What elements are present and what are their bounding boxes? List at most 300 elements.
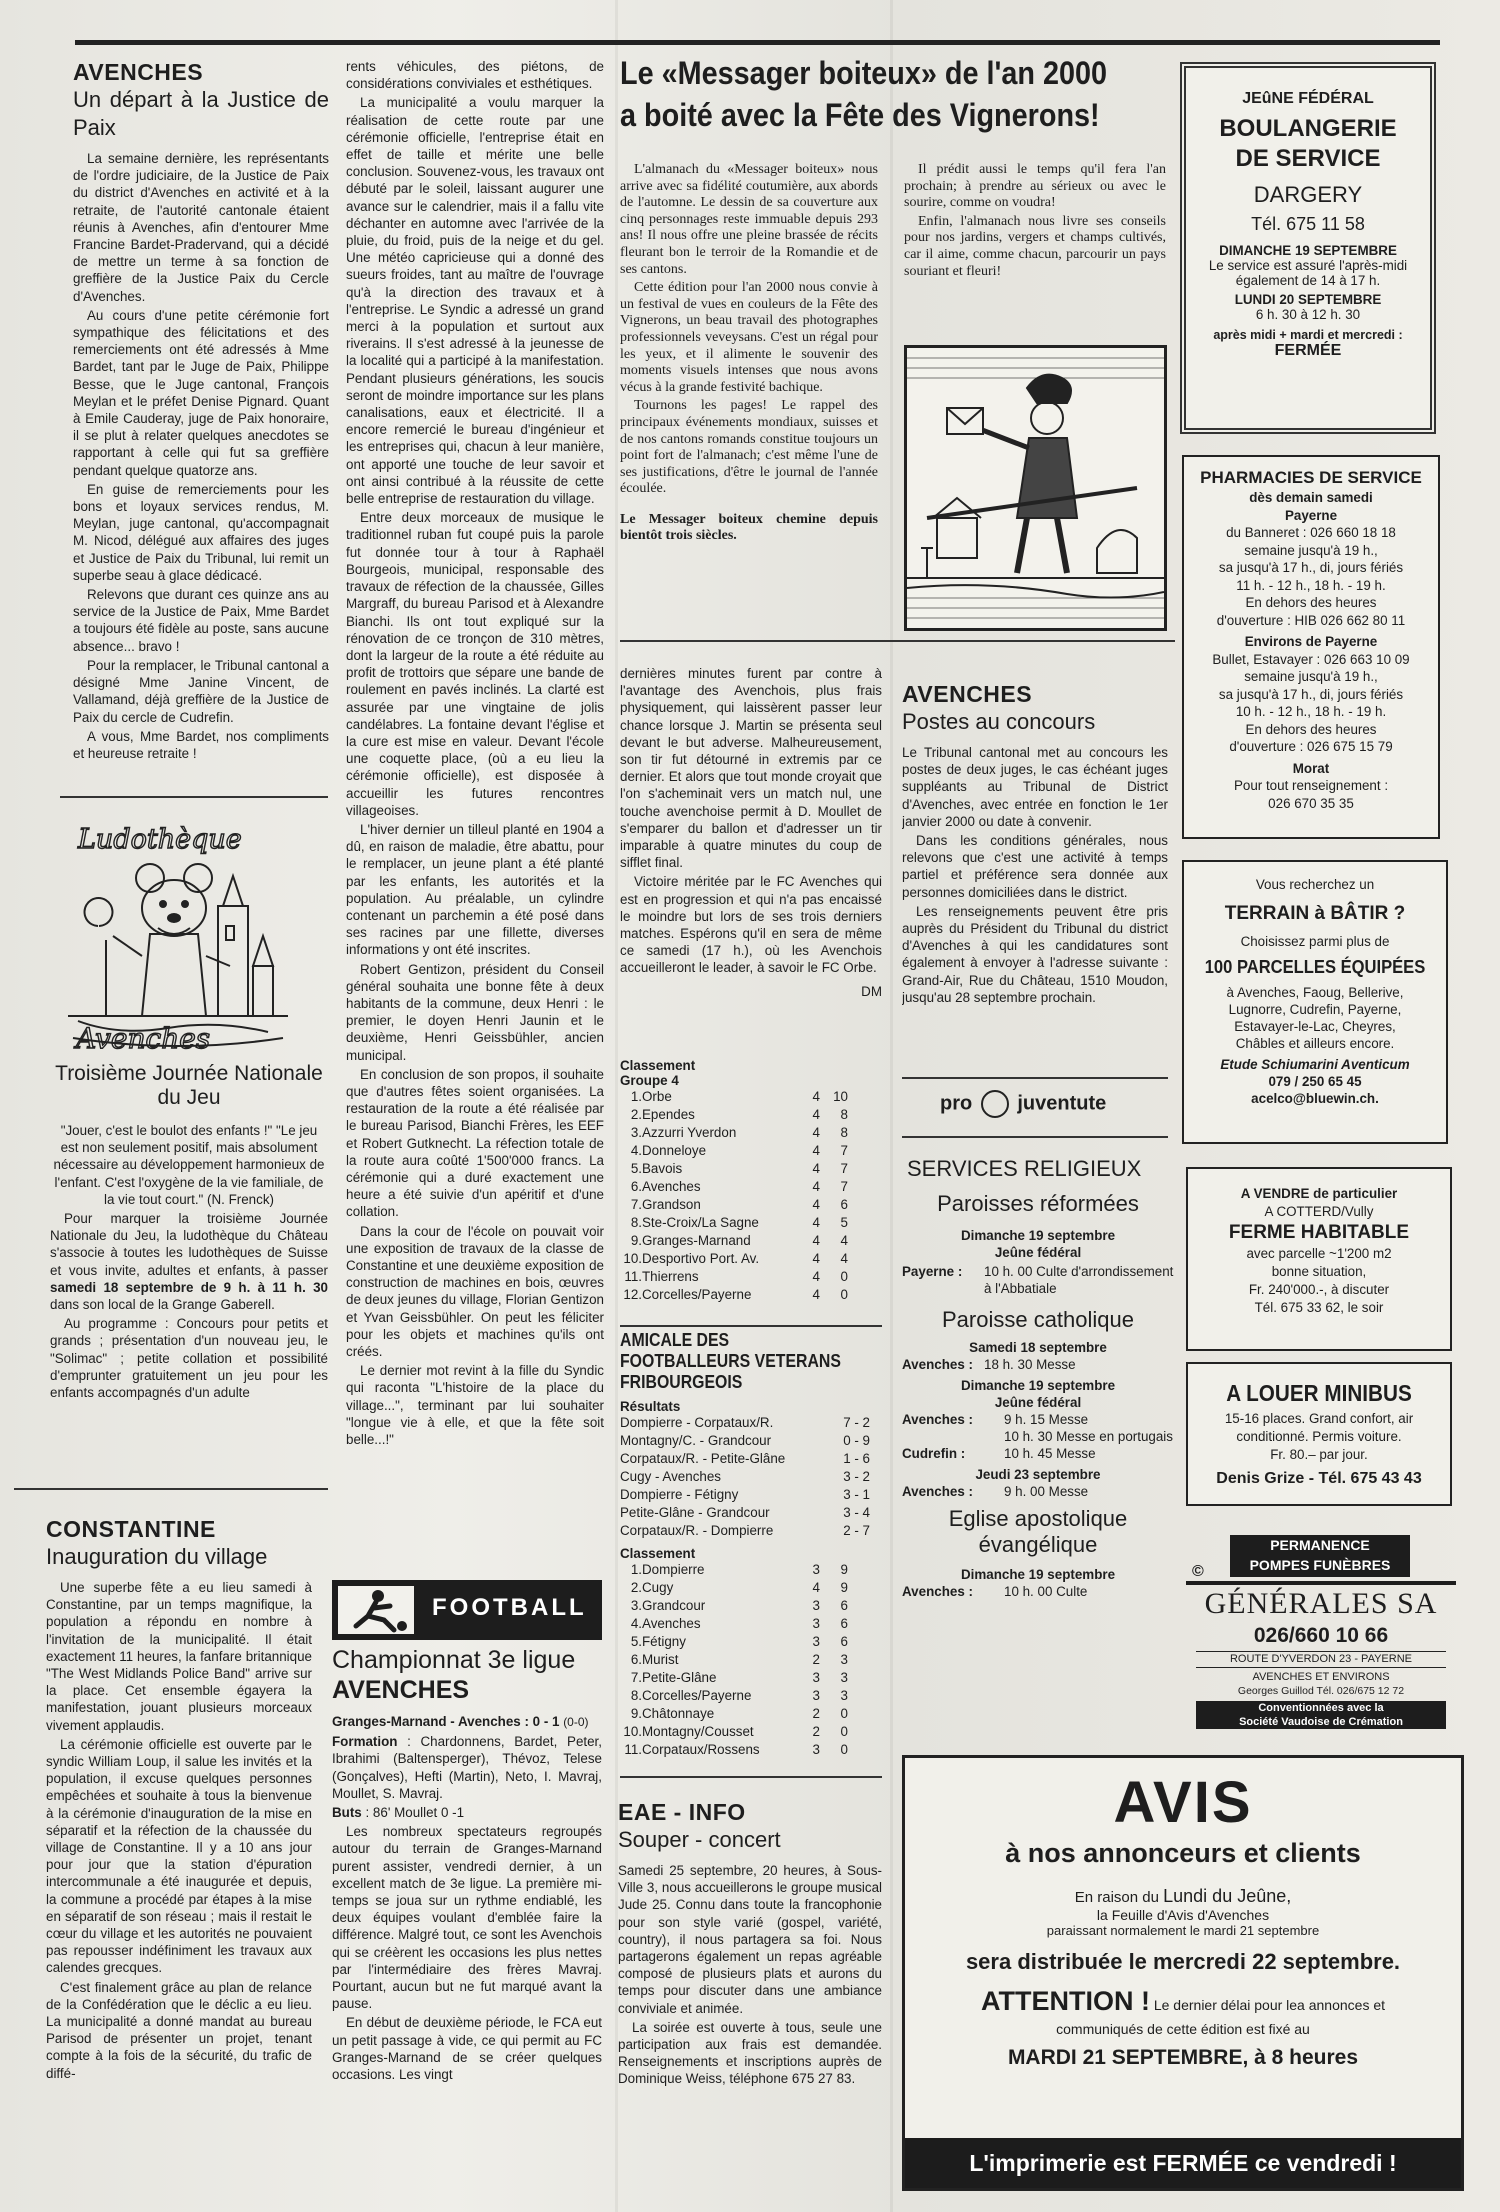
ad-line: Bullet, Estavayer : 026 663 10 09 [1212, 651, 1410, 667]
article-title: Souper - concert [618, 1827, 781, 1852]
table-cell: 8. [630, 1215, 642, 1230]
paragraph: Relevons que durant ces quinze ans au service de la Justice de Paix, Mme Bardet a toujours été fidèle au poste, sans aucune absence... bravo ! [73, 587, 329, 654]
table-row [620, 1232, 848, 1250]
service-location: Payerne : [902, 1264, 963, 1279]
table-cell: Bavois [642, 1161, 683, 1176]
table-cell: 3. [630, 1125, 642, 1140]
result-score: 1 - 6 [843, 1451, 870, 1466]
section-heading: AVENCHES [902, 681, 1033, 707]
article-title: Inauguration du village [46, 1544, 268, 1569]
table-cell: 4. [630, 1616, 642, 1631]
table-cell: 2 [812, 1706, 820, 1721]
section-heading: CONSTANTINE [46, 1516, 216, 1542]
service-location: Avenches : [902, 1584, 973, 1599]
result-match: Dompierre - Fétigny [620, 1487, 739, 1502]
table-cell: 4 [812, 1251, 820, 1266]
avis-text: En raison du [1074, 1889, 1164, 1906]
table-row [620, 1669, 848, 1687]
table-row [620, 1178, 848, 1196]
table-cell: 1. [630, 1089, 642, 1104]
table-cell: Donneloye [642, 1143, 707, 1158]
table-cell: Petite-Glâne [642, 1670, 717, 1685]
table-row [620, 1468, 870, 1486]
veterans-section [620, 1330, 882, 1770]
result-score: 2 - 7 [843, 1523, 870, 1538]
standings-table [620, 1088, 848, 1304]
table-cell: 8 [840, 1107, 848, 1122]
ad-line: bonne situation, [1271, 1264, 1367, 1279]
match-score: Granges-Marnand - Avenches : 0 - 1 [332, 1714, 560, 1729]
ad-line: En dehors des heures [1245, 595, 1377, 610]
avenches-justice-article [73, 58, 329, 796]
logo-text: pro [940, 1092, 973, 1115]
avis-line: sera distribuée le mercredi 22 septembre. [965, 1949, 1401, 1974]
divider [620, 1325, 882, 1327]
table-cell: Murist [642, 1652, 679, 1667]
service-location: Avenches : [902, 1484, 973, 1499]
table-cell: 8. [630, 1688, 642, 1703]
ad-line: 11 h. - 12 h., 18 h. - 19 h. [1236, 577, 1386, 593]
football-banner [332, 1580, 602, 1640]
paragraph: Pour la remplacer, le Tribunal cantonal a désigné Mme Janine Vincent, de Vallamand, déjà greffière de la Justice de Paix du cercle de Cudrefin. [73, 657, 329, 725]
image-caption: Le Messager boiteux chemine depuis bientôt trois siècles. [620, 511, 878, 544]
table-row [620, 1486, 870, 1504]
messager-text-b [904, 162, 1166, 312]
table-row [620, 1615, 848, 1633]
ad-line: JEûNE FÉDÉRAL [1242, 90, 1374, 107]
service-location: Cudrefin : [902, 1446, 966, 1461]
table-cell: 7. [630, 1670, 642, 1685]
ad-line: 6 h. 30 à 12 h. 30 [1255, 307, 1361, 322]
result-match: Dompierre - Corpataux/R. [620, 1415, 774, 1430]
ad-title: TERRAIN à BÂTIR ? [1224, 903, 1406, 924]
table-cell: Dompierre [642, 1562, 705, 1577]
table-cell: 4 [812, 1179, 820, 1194]
ludo-quote: "Jouer, c'est le boulot des enfants !" "Le jeu est non seulement positif, mais absolument nécessaire au développement harmonieux de l'enfant. C'est l'oxygène de la vie familiale, de la vie tout court." (N. Frenck) [53, 1123, 325, 1207]
ad-line: Environs de Payerne [1244, 634, 1378, 649]
service-location: Avenches : [902, 1357, 973, 1372]
avis-line [905, 1986, 1461, 2017]
results-title: Résultats [620, 1399, 681, 1414]
text-span: Pour marquer la troisième Journée Nationale du Jeu, la ludothèque du Château s'associe à toutes les ludothèques de Suisse et vous invite, adultes et enfants, à passer [50, 1211, 328, 1278]
divider [14, 1488, 328, 1490]
table-cell: 6 [840, 1598, 848, 1613]
table-row [620, 1723, 848, 1741]
paragraph: La cérémonie officielle est ouverte par le syndic William Loup, il salue les invités et la population, il excuse quelques personnes empêchées et souhaite à tous la bienvenue à la cérémonie d'inauguration de la mise en séparatif et la réfection de la chaussée du village de Constantine. Il y a 10 ans jour pour jour que la station d'épuration intercommunale a été inaugurée et depuis, la commune a procédé par étapes à la mise en séparatif de son réseau ; mais il restait le cœur du village et les autorités ne pouvaient pas repousser indéfiniment les travaux aux calendes grecques. [46, 1736, 312, 1976]
paragraph: La soirée est ouverte à tous, seule une participation aux frais est demandée. Renseignements et inscriptions auprès de Dominique Weiss, téléphone 675 27 83. [618, 2019, 882, 2087]
table-row [620, 1214, 848, 1232]
ad-line: Payerne [1284, 507, 1338, 523]
table-cell: 0 [840, 1724, 848, 1739]
ad-line [1188, 1185, 1450, 1203]
ad-line: PERMANENCE [1270, 1537, 1370, 1553]
ad-line: Société Vaudoise de Crémation [1239, 1716, 1403, 1728]
table-cell: 2 [812, 1724, 820, 1739]
group-title: Groupe 4 [620, 1073, 679, 1088]
ad-line: sa jusqu'à 17 h., di, jours fériés [1218, 560, 1404, 575]
boulangerie-ad [1180, 62, 1436, 434]
minibus-ad [1186, 1362, 1452, 1506]
result-match: Cugy - Avenches [620, 1469, 721, 1484]
service-day: Dimanche 19 septembre [960, 1378, 1116, 1393]
football-icon [338, 1586, 414, 1634]
table-cell: Corcelles/Payerne [642, 1688, 752, 1703]
table-cell: 4 [812, 1107, 820, 1122]
evangelical-title: Eglise apostolique évangélique [948, 1506, 1128, 1557]
ad-line: d'ouverture : HIB 026 662 80 11 [1216, 612, 1406, 628]
table-cell: 4 [812, 1233, 820, 1248]
ad-line: Fr. 240'000.-, à discuter [1248, 1282, 1390, 1297]
paragraph: En conclusion de son propos, il souhaite que d'autres fêtes soient organisées. La restauration de la route a été réalisée par le bureau Parisod, Bianchi Frères, les EEF et Robert Gutknecht. La réfection totale de la route aura coûté 1'500'000 francs. La cérémonie qui a duré exactement une heure a été suivie d'un apéritif et d'une collation. [346, 1066, 604, 1220]
ad-email: acelco@bluewin.ch. [1251, 1091, 1379, 1106]
ad-line: A COTTERD/Vully [1264, 1204, 1374, 1219]
messenger-figure-image [907, 348, 1164, 628]
paragraph: Il prédit aussi le temps qu'il fera l'an prochain; à prendre au sérieux ou avec le sourire, comme on voudra! [904, 162, 1166, 211]
groupe4-standings [620, 1058, 882, 1318]
ad-line: Pour tout renseignement : [1233, 778, 1389, 793]
messager-illustration [904, 345, 1167, 631]
table-cell: 5 [840, 1215, 848, 1230]
avis-line: la Feuille d'Avis d'Avenches [1096, 1907, 1270, 1923]
table-cell: 4 [812, 1125, 820, 1140]
paragraph: L'hiver dernier un tilleul planté en 1904 a dû, en raison de maladie, être abattu, pour le remplacer, un jeune plant a été planté par les enfants, les autorités et la population. Au préalable, un cylindre contenant un parchemin a été posé dans ses racines par une fillette, diverses informations y ont été inscrites. [346, 821, 604, 958]
avis-line: paraissant normalement le mardi 21 septembre [1046, 1923, 1320, 1938]
match-result [332, 1713, 602, 1731]
ad-banner [1196, 1701, 1446, 1729]
table-row [620, 1196, 848, 1214]
ad-banner [1230, 1535, 1410, 1577]
paragraph: Dans la cour de l'école on pouvait voir une exposition de travaux de la classe de Constantine et une deuxième exposition de construction de machines en bois, œuvres de deux jeunes du village, Florian Gentizon et Yvan Geissbühler. On peut les féliciter pour les objets et machines qu'ils ont créés. [346, 1223, 604, 1360]
table-row [620, 1160, 848, 1178]
table-cell: 4 [812, 1287, 820, 1302]
ad-phone: Tél. 675 11 58 [1251, 214, 1365, 234]
paragraph: Victoire méritée par le FC Avenches qui est en progression et qui n'a pas encaissé le moindre but lors de ses trois derniers matches. Espérons qu'il en sera de même ce samedi (17 h.), où les Avenchois accueilleront le leader, à savoir le FC Orbe. [620, 874, 882, 976]
ad-owner: DARGERY [1253, 182, 1363, 207]
results-table [620, 1414, 870, 1540]
table-cell: 2 [812, 1652, 820, 1667]
ad-line: FERMÉE [1274, 342, 1342, 359]
table-cell: Ste-Croix/La Sagne [642, 1215, 759, 1230]
ludotheque-logo [58, 816, 298, 1061]
services-heading: SERVICES RELIGIEUX [907, 1156, 1142, 1181]
page-fold [890, 0, 893, 2212]
pro-juventute-logo [940, 1090, 1140, 1124]
table-row [620, 1687, 848, 1705]
article-title: Postes au concours [902, 709, 1096, 734]
table-cell: 12. [623, 1287, 642, 1302]
table-cell: Avenches [642, 1179, 701, 1194]
ad-line: d'ouverture : 026 675 15 79 [1229, 739, 1393, 754]
paragraph: En guise de remerciements pour les bons et loyaux services rendus, M. Meylan, juge cantonal, qu'accompagnait M. Nicod, délégué aux affaires des juges et Justice de Paix du Tribunal, lui remit un superbe seau à glace dédicacé. [73, 481, 329, 583]
religious-services [902, 1155, 1174, 1725]
ad-line: semaine jusqu'à 19 h., [1244, 669, 1378, 684]
table-cell: 2. [630, 1107, 642, 1122]
ludo-logo-text-top: Ludothèque [78, 824, 242, 855]
table-cell: Corpataux/Rossens [642, 1742, 760, 1757]
paragraph: Les nombreux spectateurs regroupés autour du terrain de Granges-Marnand purent assister, vendredi dernier, à un excellent match de 3e ligue. La première mi-temps se joua sur un rythme endiablé, les deux équipes voulant d'emblée faire la différence. Malgré tout, ce sont les Avenchois qui se créèrent les occasions les plus nettes par l'intermédiaire des frères Mavraj. Pourtant, aucun but ne fut marqué avant la pause. [332, 1824, 602, 2012]
table-cell: 7 [840, 1143, 848, 1158]
table-cell: Fétigny [642, 1634, 686, 1649]
service-day: Jeûne fédéral [994, 1245, 1082, 1260]
table-cell: 4 [812, 1197, 820, 1212]
table-row [620, 1414, 870, 1432]
result-score: 0 - 9 [843, 1433, 870, 1448]
avis-banner: L'imprimerie est FERMÉE ce vendredi ! [905, 2138, 1461, 2188]
table-cell: 4 [812, 1143, 820, 1158]
table-row [620, 1597, 848, 1615]
table-cell: 4 [812, 1215, 820, 1230]
table-cell: Desportivo Port. Av. [642, 1251, 760, 1266]
table-cell: 6. [630, 1652, 642, 1667]
table-row [620, 1522, 870, 1540]
service-time: 18 h. 30 Messe [984, 1357, 1076, 1372]
football-article [332, 1645, 602, 2205]
table-row [620, 1250, 848, 1268]
table-cell: 10 [833, 1089, 848, 1104]
result-score: 3 - 4 [843, 1505, 870, 1520]
table-row [620, 1504, 870, 1522]
table-cell: Azzurri Yverdon [642, 1125, 737, 1140]
service-day: Jeûne fédéral [994, 1395, 1082, 1410]
ad-line: semaine jusqu'à 19 h., [1244, 542, 1378, 558]
logo-text: juventute [1017, 1092, 1107, 1115]
table-row [620, 1432, 870, 1450]
copyright-mark: © [1192, 1563, 1204, 1580]
table-cell: 2. [630, 1580, 642, 1595]
ad-line: En dehors des heures [1245, 721, 1377, 737]
ad-line: 026 670 35 35 [1268, 795, 1354, 811]
ad-line: 10 h. - 12 h., 18 h. - 19 h. [1235, 704, 1387, 719]
paragraph: rents véhicules, des piétons, de considérations conviviales et esthétiques. [346, 59, 604, 92]
ad-line: à Avenches, Faoug, Bellerive, Lugnorre, Cudrefin, Payerne, Estavayer-le-Lac, Cheyres, Châbles et ailleurs encore. [1226, 985, 1404, 1051]
postes-article [902, 680, 1168, 1080]
paragraph: Robert Gentizon, président du Conseil général souhaita une bonne fête à deux habitants de la commune, deux Henri : le premier, le doyen Henri Jaunin et le deuxième, Henri Geissbühler, ancien municipal. [346, 961, 604, 1063]
table-cell: Cugy [642, 1580, 674, 1595]
table-row [620, 1124, 848, 1142]
table-cell: 10. [623, 1251, 642, 1266]
table-cell: 3 [812, 1742, 820, 1757]
service-entry [902, 1483, 1174, 1500]
paragraph: Dans les conditions générales, nous relevons que c'est une activité à temps partiel et préférence sera donnée aux personnes domiciliées dans le district. [902, 833, 1168, 900]
paragraph: Cette édition pour l'an 2000 nous convie à un festival de vues en couleurs de la Fête des Vignerons, un beau travail des photographes professionnels veveysans. C'est un régal pour les yeux, et il alimente le souvenir des moments visuels intenses que nous avons vécus à la grande festivité bachique. [620, 280, 878, 395]
table-cell: 3. [630, 1598, 642, 1613]
table-cell: Thierrens [642, 1269, 699, 1284]
attention-label: ATTENTION ! [980, 1986, 1150, 2016]
table-cell: 10. [623, 1724, 642, 1739]
paragraph: Le dernier mot revint à la fille du Syndic qui raconta "L'histoire de la place du village...", terminant par lui souhaiter "longue vie à elle, et que la fête soit belle...!" [346, 1363, 604, 1448]
table-cell: 4 [840, 1233, 848, 1248]
service-day: Samedi 18 septembre [969, 1340, 1107, 1355]
avis-line: MARDI 21 SEPTEMBRE, à 8 heures [1007, 2046, 1359, 2069]
ad-line: Fr. 80.– par jour. [1270, 1447, 1368, 1462]
avis-text: Le dernier délai pour lea annonces et [1149, 1997, 1386, 2013]
paragraph: Les renseignements peuvent être pris auprès du Président du Tribunal du district d'Avenches à qui les candidatures sont également à envoyer à l'adresse suivante : Grand-Air, Rue du Château, 1510 Moudon, jusqu'au 28 septembre prochain. [902, 903, 1168, 1005]
table-cell: Montagny/Cousset [642, 1724, 754, 1739]
avis-line: communiqués de cette édition est fixé au [1056, 2021, 1310, 2037]
divider [620, 640, 1175, 642]
goals-label: Buts [332, 1805, 362, 1821]
ad-line: POMPES FUNÈBRES [1249, 1557, 1391, 1573]
paragraph: A vous, Mme Bardet, nos compliments et heureuse retraite ! [73, 728, 329, 761]
result-match: Corpataux/R. - Petite-Glâne [620, 1451, 786, 1466]
divider [60, 796, 328, 798]
table-cell: 6. [630, 1179, 642, 1194]
table-row [620, 1651, 848, 1669]
table-cell: 7 [840, 1179, 848, 1194]
table-cell: Avenches [642, 1616, 701, 1631]
paragraph: Enfin, l'almanach nous livre ses conseils pour nos jardins, vergers et champs cultivés, car il aime, comme chacun, parcourir un pays souriant et fleuri! [904, 213, 1166, 279]
ludo-title: Troisième Journée Nationale du Jeu [55, 1062, 323, 1109]
ad-title: PHARMACIES DE SERVICE [1200, 468, 1422, 487]
ad-title: BOULANGERIE [1219, 115, 1397, 142]
service-entry [902, 1445, 1174, 1462]
football-continued [620, 665, 882, 1060]
half-time-score: (0-0) [563, 1715, 589, 1729]
service-time: 10 h. 00 Culte d'arrondissement à l'Abbatiale [984, 1264, 1174, 1296]
table-cell: 6 [840, 1634, 848, 1649]
table-row [620, 1142, 848, 1160]
table-row [620, 1579, 848, 1597]
table-cell: 1. [630, 1562, 642, 1577]
ferme-ad [1186, 1167, 1452, 1351]
table-cell: 9 [840, 1580, 848, 1595]
ad-line: Conventionnées avec la [1258, 1702, 1384, 1714]
ad-line: avec parcelle ~1'200 m2 [1246, 1246, 1392, 1261]
result-match: Corpataux/R. - Dompierre [620, 1523, 774, 1538]
paragraph: L'almanach du «Messager boiteux» nous arrive avec sa fidélité coutumière, aux abords de l'automne. Le dessin de sa couverture aux cinq personnages reste immuable depuis 293 ans! Il nous offre une pleine brassée de récits fleurant bon le terroir de la Romandie et de ses cantons. [620, 162, 878, 277]
service-entry [902, 1411, 1174, 1428]
service-time: 10 h. 30 Messe en portugais [1004, 1429, 1173, 1444]
reformed-title: Paroisses réformées [937, 1191, 1139, 1216]
standings-title: Classement [620, 1546, 696, 1561]
result-score: 7 - 2 [843, 1415, 870, 1430]
paragraph: dernières minutes furent par contre à l'avantage des Avenchois, plus frais physiquement, qui laissèrent passer leur chance lorsque J. Martin se présenta seul devant le but adverse. Malheureusement, son tir fut détourné in extremis par ce dernier. Et alors que tout monde croyait que l'on s'acheminait vers un match nul, une touche avenchoise permit à D. Moullet de s'emparer du ballon et d'adresser un tir imparable à quatre minutes du coup de sifflet final. [620, 666, 882, 871]
headline-line-2: a boité avec la Fête des Vignerons! [620, 97, 1100, 133]
table-cell: 11. [624, 1269, 642, 1284]
table-cell: 4 [812, 1161, 820, 1176]
table-cell: 0 [840, 1742, 848, 1757]
ad-line: Vous recherchez un [1255, 877, 1375, 892]
table-cell: 3 [812, 1598, 820, 1613]
pompes-funebres-ad [1186, 1535, 1456, 1735]
constantine-article [46, 1515, 312, 2195]
ad-line: Le service est assuré l'après-midi également de 14 à 17 h. [1208, 258, 1408, 288]
paragraph: Une superbe fête a eu lieu samedi à Constantine, par un temps magnifique, la population a répondu en nombre à l'invitation de la municipalité. Il était exactement 11 heures, la fanfare britannique "The West Midlands Police Band" arrive sur la place. Cet ensemble égayera la manifestation, jouant plusieurs morceaux vivement applaudis. [46, 1580, 312, 1733]
paragraph: En début de deuxième période, le FCA eut un petit passage à vide, ce qui permit au FC Granges-Marnand de se créer quelques occasions. Les vingt [332, 2015, 602, 2083]
formation-text: : Chardonnens, Bardet, Peter, Ibrahimi (Baltensperger), Thévoz, Telese (Gonçalves), Hefti (Martin), Neto, I. Mavraj, Moullet, S. Mavraj. [332, 1734, 602, 1801]
table-row [620, 1450, 870, 1468]
result-score: 3 - 2 [843, 1469, 870, 1484]
ad-line: Morat [1292, 760, 1330, 776]
table-cell: Grandson [642, 1197, 701, 1212]
service-time: 9 h. 15 Messe [1004, 1412, 1089, 1427]
table-cell: 4 [812, 1580, 820, 1595]
ad-line: dès demain samedi [1249, 490, 1373, 505]
messager-text-a [620, 162, 878, 602]
service-entry [902, 1583, 1174, 1600]
paragraph: Samedi 25 septembre, 20 heures, à Sous-Ville 3, nous accueillerons le groupe musical Jude 25. Connu dans toute la francophonie pour son style varié (gospel, variété, country), il nous partagera sa foi. Nous partagerons également un repas agréable composé de plusieurs plats et aurons du temps pour discuter dans une ambiance conviviale et animée. [618, 1863, 882, 2016]
divider [620, 1776, 882, 1778]
service-time: 10 h. 00 Culte [1004, 1584, 1088, 1599]
championship-city: AVENCHES [332, 1676, 470, 1704]
table-cell: 3 [840, 1652, 848, 1667]
table-cell: Ependes [642, 1107, 695, 1122]
section-heading: AVENCHES [73, 59, 204, 85]
divider [902, 1136, 1168, 1138]
table-cell: 3 [812, 1634, 820, 1649]
goals [332, 1804, 602, 1821]
result-match: Petite-Glâne - Grandcour [620, 1505, 770, 1520]
service-entry [902, 1263, 1174, 1297]
table-cell: 7 [840, 1161, 848, 1176]
ad-phone: 079 / 250 65 45 [1268, 1074, 1362, 1089]
avis-subtitle: à nos annonceurs et clients [1005, 1838, 1361, 1868]
ludo-logo-text-bottom: Avenches [76, 1022, 211, 1055]
veterans-title: AMICALE DES FOOTBALLEURS VETERANS FRIBOURGEOIS [620, 1330, 841, 1392]
ad-text: A VENDRE de particulier [1240, 1186, 1398, 1201]
paragraph: C'est finalement grâce au plan de relance de la Confédération que le déclic a eu lieu. La municipalité a donné mandat au bureau Parisod de présenter un projet, tenant compte à la fois de la sécurité, du trafic de diffé- [46, 1979, 312, 2081]
signature: DM [861, 983, 882, 999]
top-rule [75, 40, 1440, 45]
child-face-icon [981, 1090, 1009, 1118]
paragraph [50, 1210, 328, 1313]
ad-line: 15-16 places. Grand confort, air conditionné. Permis voiture. [1224, 1411, 1414, 1444]
ad-address: ROUTE D'YVERDON 23 - PAYERNE [1196, 1651, 1446, 1668]
ludotheque-article [50, 1062, 328, 1477]
table-cell: 9. [630, 1233, 642, 1248]
table-row [620, 1106, 848, 1124]
ad-line: DIMANCHE 19 SEPTEMBRE [1219, 243, 1397, 258]
service-day: Jeudi 23 septembre [975, 1467, 1101, 1482]
table-row [620, 1561, 848, 1579]
terrain-ad [1182, 860, 1448, 1144]
table-row [620, 1633, 848, 1651]
table-cell: 0 [840, 1269, 848, 1284]
table-cell: Grandcour [642, 1598, 706, 1613]
service-day: Dimanche 19 septembre [960, 1567, 1116, 1582]
table-cell: 9 [840, 1562, 848, 1577]
service-time: 9 h. 00 Messe [1004, 1484, 1089, 1499]
table-cell: 7. [630, 1197, 642, 1212]
ad-line: AVENCHES ET ENVIRONS [1252, 1671, 1390, 1683]
paragraph: Le Tribunal cantonal met au concours les postes de deux juges, le cas échéant juges suppléants au Tribunal de District d'Avenches, avec entrée en fonction le 1er janvier 2000 ou date à convenir. [902, 745, 1168, 829]
company-name: GÉNÉRALES SA [1204, 1587, 1438, 1620]
service-day: Dimanche 19 septembre [960, 1228, 1116, 1243]
result-score: 3 - 1 [843, 1487, 870, 1502]
avis-ad [902, 1755, 1464, 2191]
table-cell: 3 [812, 1670, 820, 1685]
service-location: Avenches : [902, 1412, 973, 1427]
ad-line: Georges Guillod Tél. 026/675 12 72 [1237, 1685, 1405, 1697]
table-cell: Orbe [642, 1089, 672, 1104]
table-row [620, 1268, 848, 1286]
avis-title: AVIS [1113, 1770, 1253, 1835]
table-row [620, 1286, 848, 1304]
table-cell: 3 [840, 1688, 848, 1703]
ad-line: du Banneret : 026 660 18 18 [1226, 525, 1396, 540]
paragraph: La semaine dernière, les représentants de l'ordre judiciaire, de la Justice de Paix du district d'Avenches en activité et à la retraite, de l'autorité cantonale étaient réunis à Avenches, afin d'entourer Mme Francine Bardet-Pradervand, qui a décidé de mettre un terme à sa fonction de greffière de la Justice Paix du Cercle d'Avenches. [73, 151, 329, 304]
paragraph: Entre deux morceaux de musique le traditionnel ruban fut coupé puis la parole fut donnée tour à tour à Raphaël Bourgeois, municipal, responsable des travaux de réfection de la chaussée, Gilles Margraff, du bureau Parisod et à Alexandre Bianchi. Ils ont tout expliqué sur la rénovation de ce tronçon de 310 mètres, dont la largeur de la route a été réduite au profit de trottoirs que sépare une bande de roulement en pavés inclinés. La clarté est assurée par une vingtaine de jolis candélabres. La fontaine devant l'église et la cure est mise en valeur. Devant l'école une coquette place, (où a eu lieu la cérémonie officielle), est disposée à accueillir les futures rencontres villageoises. [346, 510, 604, 818]
table-cell: 4. [630, 1143, 642, 1158]
formation-label: Formation [332, 1734, 398, 1750]
table-cell: 5. [630, 1634, 642, 1649]
paragraph: La municipalité a voulu marquer la réalisation de cette route par une cérémonie officielle, l'entreprise était en effet de taille et mérite une belle conclusion. Souvenez-vous, les travaux ont débuté par le soleil, laissant augurer une avance sur le calendrier, mais il a fallu vite déchanter en automne avec l'arrivée de la pluie, du froid, puis de la neige et du gel. Une météo capricieuse qui a donné des sueurs froides, tant au maître de l'ouvrage qu'à la direction des travaux et à l'entreprise. Le Syndic a adressé un grand merci à la population et surtout aux riverains. Il s'est adressé à la jeunesse de la localité qui a participé à la manifestation. Pendant plusieurs générations, les soucis seront de moindre importance sur les plans canalisations, eaux et électricité. Il a encore remercié le bureau d'ingénieur et les entreprises qui, chacun à leur manière, ont apporté une touche de leur savoir et ont ainsi contribué à la réussite de cette belle entreprise de restauration du village. [346, 95, 604, 507]
ad-title: A LOUER MINIBUS [1226, 1380, 1412, 1406]
table-cell: 5. [630, 1161, 642, 1176]
table-row [620, 1705, 848, 1723]
service-entry [902, 1356, 1174, 1373]
paragraph: Tournons les pages! Le rappel des principaux événements mondiaux, suisses et de nos cantons romands constitue toujours un point fort de l'almanach; c'est même l'une de ses justifications, d'être le journal de l'année écoulée. [620, 398, 878, 497]
